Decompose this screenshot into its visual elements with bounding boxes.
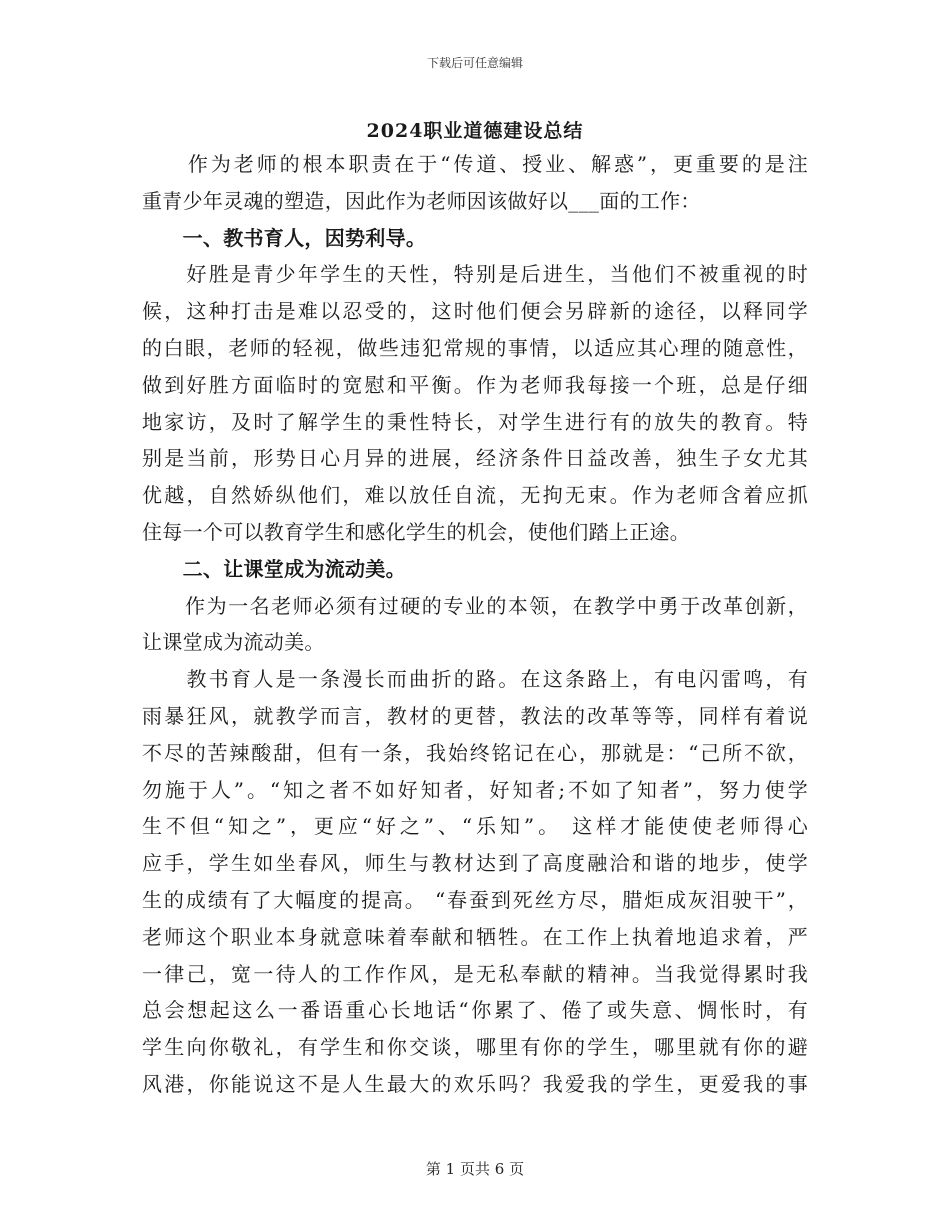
text-line: 生不但“知之”，更应“好之”、“乐知”。 这样才能使使老师得心 bbox=[142, 814, 808, 839]
text-line: 生的成绩有了大幅度的提高。 “春蚕到死丝方尽，腊炬成灰泪驶干”， bbox=[142, 887, 808, 912]
text-line: 教书育人是一条漫长而曲折的路。在这条路上，有电闪雷鸣，有 bbox=[142, 667, 808, 692]
text-line: 应手，学生如坐春风，师生与教材达到了高度融洽和谐的地步，使学 bbox=[142, 851, 808, 876]
text-line: 别是当前，形势日心月异的进展，经济条件日益改善，独生子女尤其 bbox=[142, 446, 808, 471]
text-line: 不尽的苦辣酸甜，但有一条，我始终铭记在心，那就是：“己所不欲， bbox=[142, 740, 808, 765]
text-line: 作为老师的根本职责在于“传道、授业、解惑”，更重要的是注 bbox=[142, 152, 808, 176]
text-line: 作为一名老师必须有过硬的专业的本领，在教学中勇于改革创新， bbox=[142, 593, 808, 618]
text-line: 重青少年灵魂的塑造，因此作为老师因该做好以___面的工作： bbox=[142, 188, 701, 213]
text-line: 让课堂成为流动美。 bbox=[142, 630, 325, 655]
document-title: 2024职业道德建设总结 bbox=[366, 120, 584, 142]
text-line: 的白眼，老师的轻视，做些违犯常规的事情，以适应其心理的随意性， bbox=[142, 335, 808, 360]
header-note: 下载后可任意编辑 bbox=[426, 56, 523, 70]
section-heading: 二、让课堂成为流动美。 bbox=[142, 556, 406, 581]
text-line: 学生向你敬礼，有学生和你交谈，哪里有你的学生，哪里就有你的避 bbox=[142, 1035, 808, 1060]
text-line: 住每一个可以教育学生和感化学生的机会，使他们踏上正途。 bbox=[142, 519, 691, 544]
text-line: 优越，自然娇纵他们，难以放任自流，无拘无束。作为老师含着应抓 bbox=[142, 483, 808, 508]
text-line: 一律己，宽一待人的工作作风，是无私奉献的精神。当我觉得累时我 bbox=[142, 961, 808, 986]
text-line: 地家访，及时了解学生的秉性特长，对学生进行有的放失的教育。特 bbox=[142, 409, 808, 434]
text-line: 总会想起这么一番语重心长地话“你累了、倦了或失意、惆怅时，有 bbox=[142, 998, 808, 1023]
text-line: 好胜是青少年学生的天性，特别是后进生，当他们不被重视的时 bbox=[142, 262, 808, 287]
page-footer: 第 1 页共 6 页 bbox=[425, 1160, 525, 1178]
document-body bbox=[142, 146, 808, 1103]
text-line: 候，这种打击是难以忍受的，这时他们便会另辟新的途径，以释同学 bbox=[142, 299, 808, 324]
text-line: 雨暴狂风，就教学而言，教材的更替，教法的改革等等，同样有着说 bbox=[142, 703, 808, 728]
section-heading: 一、教书育人，因势利导。 bbox=[142, 225, 427, 250]
text-line: 做到好胜方面临时的宽慰和平衡。作为老师我每接一个班，总是仔细 bbox=[142, 372, 808, 397]
text-line: 风港，你能说这不是人生最大的欢乐吗？我爱我的学生，更爱我的事 bbox=[142, 1071, 808, 1096]
text-line: 老师这个职业本身就意味着奉献和牺牲。在工作上执着地追求着，严 bbox=[142, 924, 808, 949]
text-line: 勿施于人”。“知之者不如好知者，好知者;不如了知者”，努力使学 bbox=[142, 777, 808, 802]
